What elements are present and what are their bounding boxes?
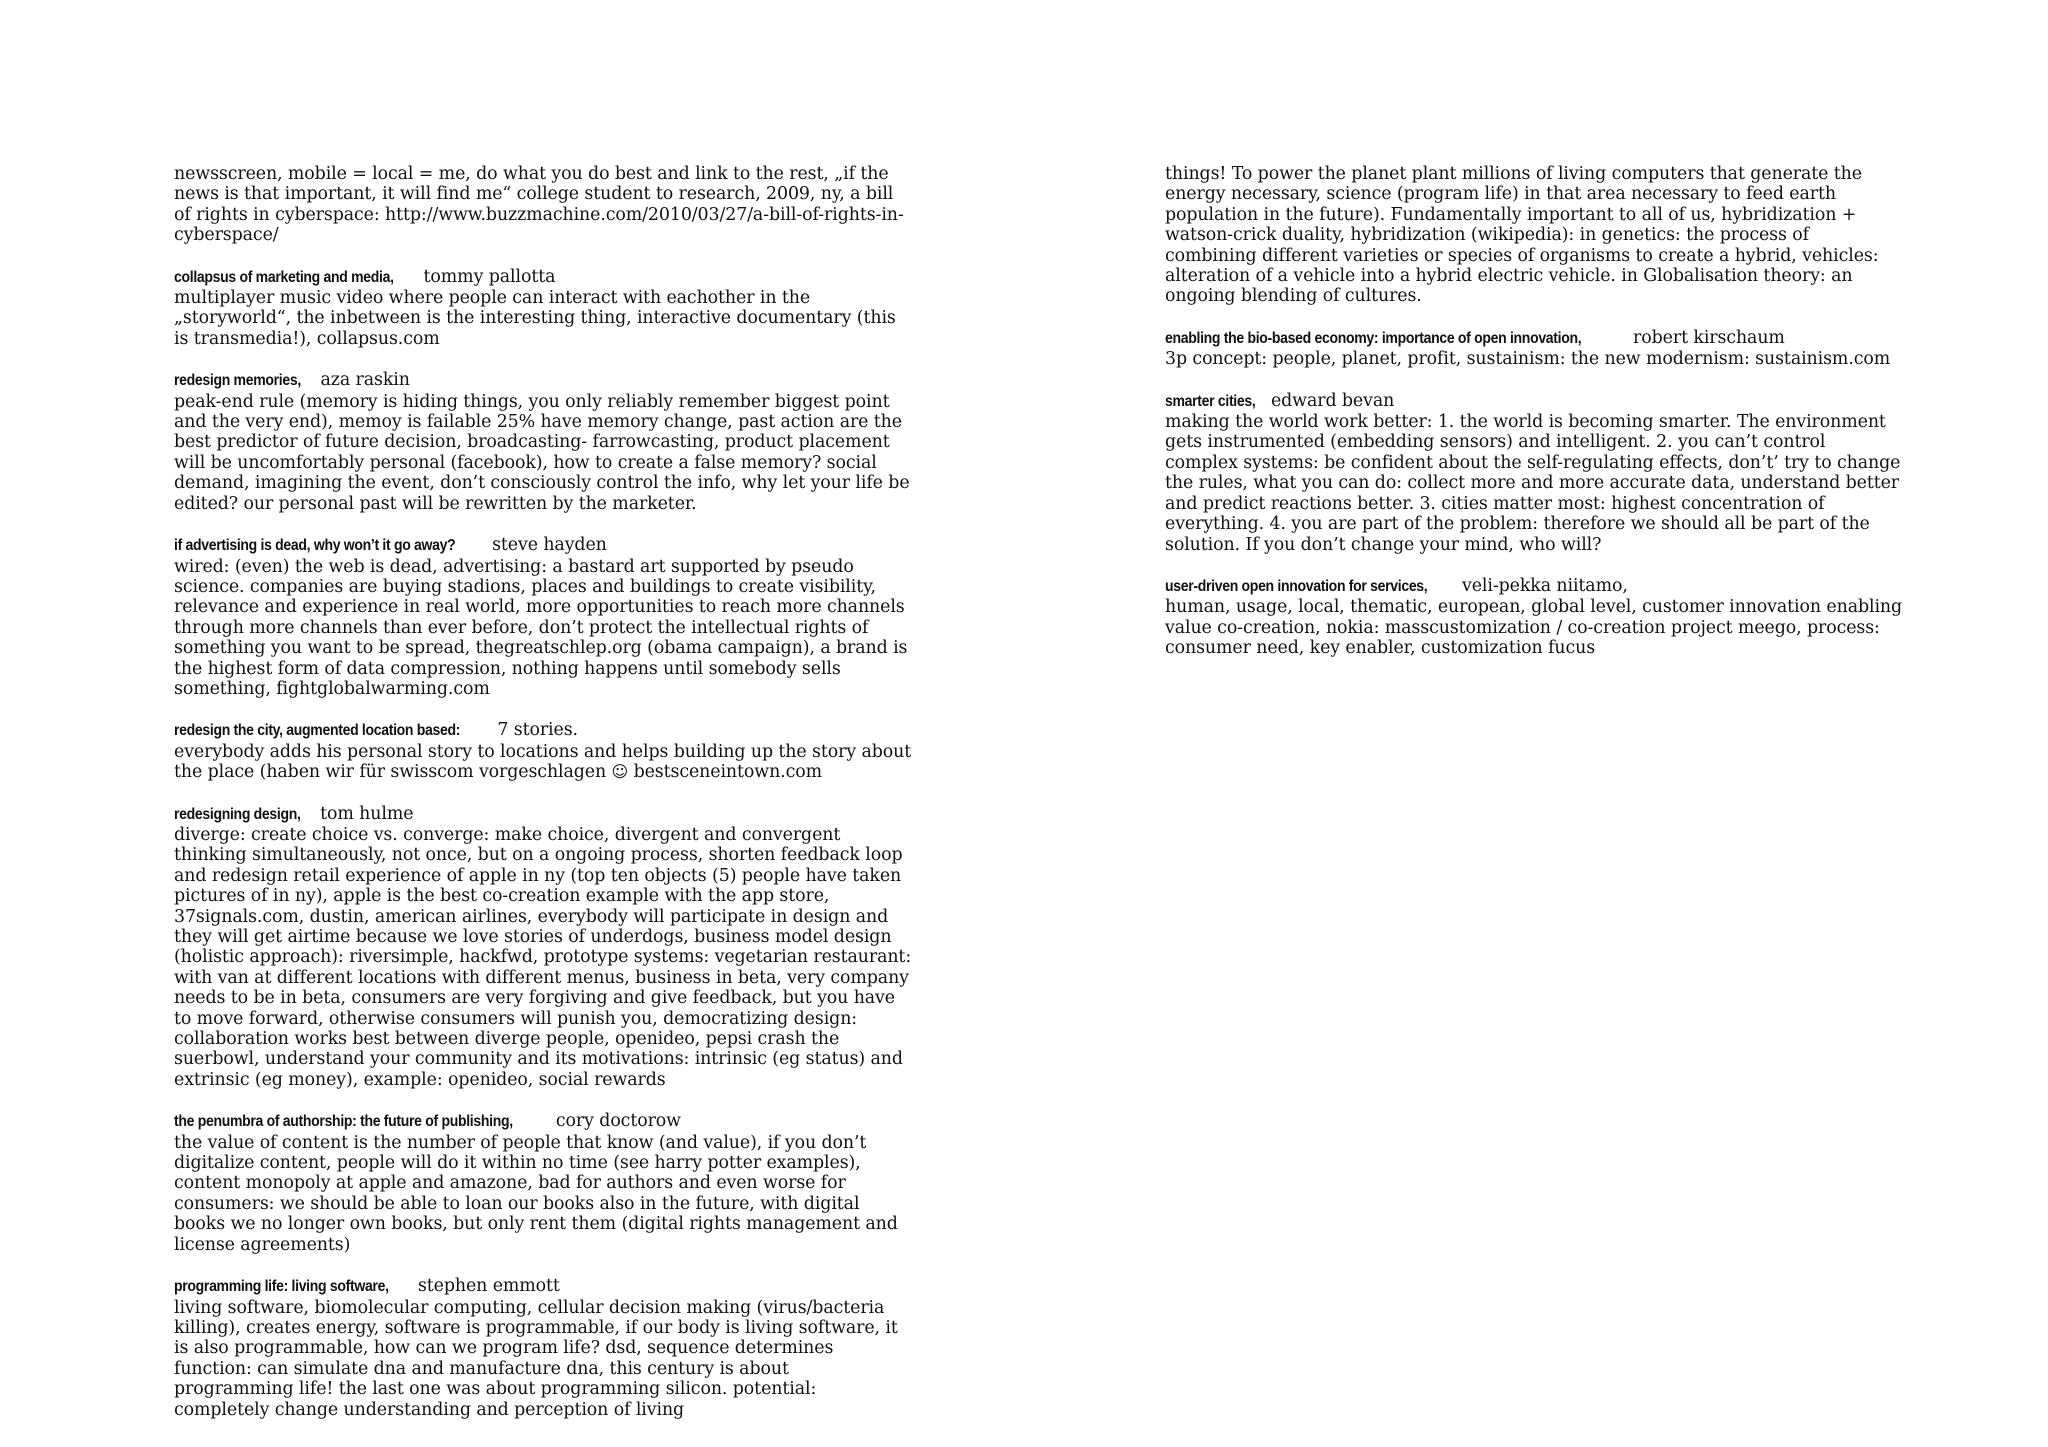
section-body: multiplayer music video where people can interact with eachother in the „storyworld“, the inbetween is the interesting thing, interactive documentary (this is transmedia!), collapsus.com xyxy=(174,288,896,349)
smiley-icon: ☺ xyxy=(611,762,629,782)
section-user-driven-innovation xyxy=(1165,576,1903,659)
section-collapsus xyxy=(174,267,912,350)
section-redesign-memories xyxy=(174,370,912,514)
section-body: 3p concept: people, planet, profit, sustainism: the new modernism: sustainism.com xyxy=(1165,349,1891,370)
section-heading: user-driven open innovation for services, xyxy=(1165,577,1428,595)
section-bio-based-economy xyxy=(1165,328,1903,370)
section-body: the value of content is the number of people that know (and value), if you don’t digitalize content, people will do it within no time (see harry potter examples), content monopoly at apple and amazone, bad for authors and even worse for consumers: we should be able to loan our books also in the future, with digital books we no longer own books, but only rent them (digital rights management and license agreements) xyxy=(174,1132,898,1255)
section-heading: enabling the bio-based economy: importance of open innovation, xyxy=(1165,329,1582,347)
section-author: 7 stories. xyxy=(497,720,578,741)
section-heading: redesigning design, xyxy=(174,805,301,823)
section-programming-life xyxy=(174,1276,912,1420)
section-author: tom hulme xyxy=(320,803,414,824)
section-heading: if advertising is dead, why won’t it go away? xyxy=(174,537,456,555)
section-author: tommy pallotta xyxy=(423,266,556,287)
section-author: steve hayden xyxy=(492,535,607,556)
section-heading: programming life: living software, xyxy=(174,1278,389,1296)
intro-text: newsscreen, mobile = local = me, do what you do best and link to the rest, „if the news is that important, it will find me“ college student to research, 2009, ny, a bill of rights in cyberspace: http://www.buzzmachine.com/2010/03/27/a-bill-of-rights-in-cyberspace/ xyxy=(174,164,904,246)
section-heading: collapsus of marketing and media, xyxy=(174,268,394,286)
section-heading: redesign the city, augmented location based: xyxy=(174,722,461,740)
continued-text: things! To power the planet plant millions of living computers that generate the energy necessary, science (program life) in that area necessary to feed earth population in the future). Fundamentally important to all of us, hybridization + watson-crick duality, hybridization (wikipedia): in genetics: the process of combining different varieties or species of organisms to create a hybrid, vehicles: alteration of a vehicle into a hybrid electric vehicle. in Globalisation theory: an ongoing blending of cultures. xyxy=(1165,164,1879,307)
section-author: aza raskin xyxy=(320,370,410,391)
section-author: edward bevan xyxy=(1270,390,1395,411)
section-body: making the world work better: 1. the world is becoming smarter. The environment gets instrumented (embedding sensors) and intelligent. 2. you can’t control complex systems: be confident about the self-regulating effects, don’t’ try to change the rules, what you can do: collect more and more accurate data, understand better and predict reactions better. 3. cities matter most: highest concentration of everything. 4. you are part of the problem: therefore we should all be part of the solution. If you don’t change your mind, who will? xyxy=(1165,412,1901,555)
section-author: veli-pekka niitamo, xyxy=(1461,575,1628,596)
left-column xyxy=(174,164,912,1441)
section-body: everybody adds his personal story to locations and helps building up the story about the place (haben wir für swisscom vorgeschlagen xyxy=(174,741,912,783)
section-body: living software, biomolecular computing, cellular decision making (virus/bacteria killing), creates energy, software is programmable, if our body is living software, it is also programmable, how can we program life? dsd, sequence determines function: can simulate dna and manufacture dna, this century is about programming life! the last one was about programming silicon. potential: completely change understanding and perception of living xyxy=(174,1297,898,1420)
section-body-end: bestsceneintown.com xyxy=(633,762,822,783)
section-penumbra-authorship xyxy=(174,1111,912,1255)
section-body: wired: (even) the web is dead, advertising: a bastard art supported by pseudo science. companies are buying stadions, places and buildings to create visibility, relevance and experience in real world, more opportunities to reach more channels through more channels than ever before, don’t protect the intellectual rights of something you want to be spread, thegreatschlep.org (obama campaign), a brand is the highest form of data compression, nothing happens until somebody sells something, fightglobalwarming.com xyxy=(174,556,908,699)
section-body: human, usage, local, thematic, european, global level, customer innovation enabling value co-creation, nokia: masscustomization / co-creation project meego, process: consumer need, key enabler, customization fucus xyxy=(1165,597,1903,659)
section-body: diverge: create choice vs. converge: make choice, divergent and convergent thinking simultaneously, not once, but on a ongoing process, shorten feedback loop and redesign retail experience of apple in ny (top ten objects (5) people have taken pictures of in ny), apple is the best co-creation example with the app store, 37signals.com, dustin, american airlines, everybody will participate in design and they will get airtime because we love stories of underdogs, business model design (holistic approach): riversimple, hackfwd, prototype systems: vegetarian restaurant: with van at different locations with different menus, business in beta, very company needs to be in beta, consumers are very forgiving and give feedback, but you have to move forward, otherwise consumers will punish you, democratizing design: collaboration works best between diverge people, openideo, pepsi crash the suerbowl, understand your community and its motivations: intrinsic (eg status) and extrinsic (eg money), example: openideo, social rewards xyxy=(174,824,912,1090)
section-smarter-cities xyxy=(1165,391,1903,555)
section-heading: smarter cities, xyxy=(1165,392,1256,410)
section-advertising xyxy=(174,535,912,699)
section-author: cory doctorow xyxy=(555,1111,681,1132)
section-body: peak-end rule (memory is hiding things, you only reliably remember biggest point and the very end), memoy is failable 25% have memory change, past action are the best predictor of future decision, broadcasting- farrowcasting, product placement will be uncomfortably personal (facebook), how to create a false memory? social demand, imagining the event, don’t consciously control the info, why let your life be edited? our personal past will be rewritten by the marketer. xyxy=(174,391,910,514)
section-author: robert kirschaum xyxy=(1633,327,1785,348)
section-heading: redesign memories, xyxy=(174,372,301,390)
section-body-wrapper xyxy=(174,742,912,783)
continued-paragraph xyxy=(1165,164,1903,307)
section-heading: the penumbra of authorship: the future of publishing, xyxy=(174,1113,513,1131)
section-author: stephen emmott xyxy=(417,1276,560,1297)
section-redesigning-design xyxy=(174,804,912,1091)
intro-paragraph xyxy=(174,164,912,246)
right-column xyxy=(1165,164,1903,680)
section-redesign-city xyxy=(174,720,912,782)
